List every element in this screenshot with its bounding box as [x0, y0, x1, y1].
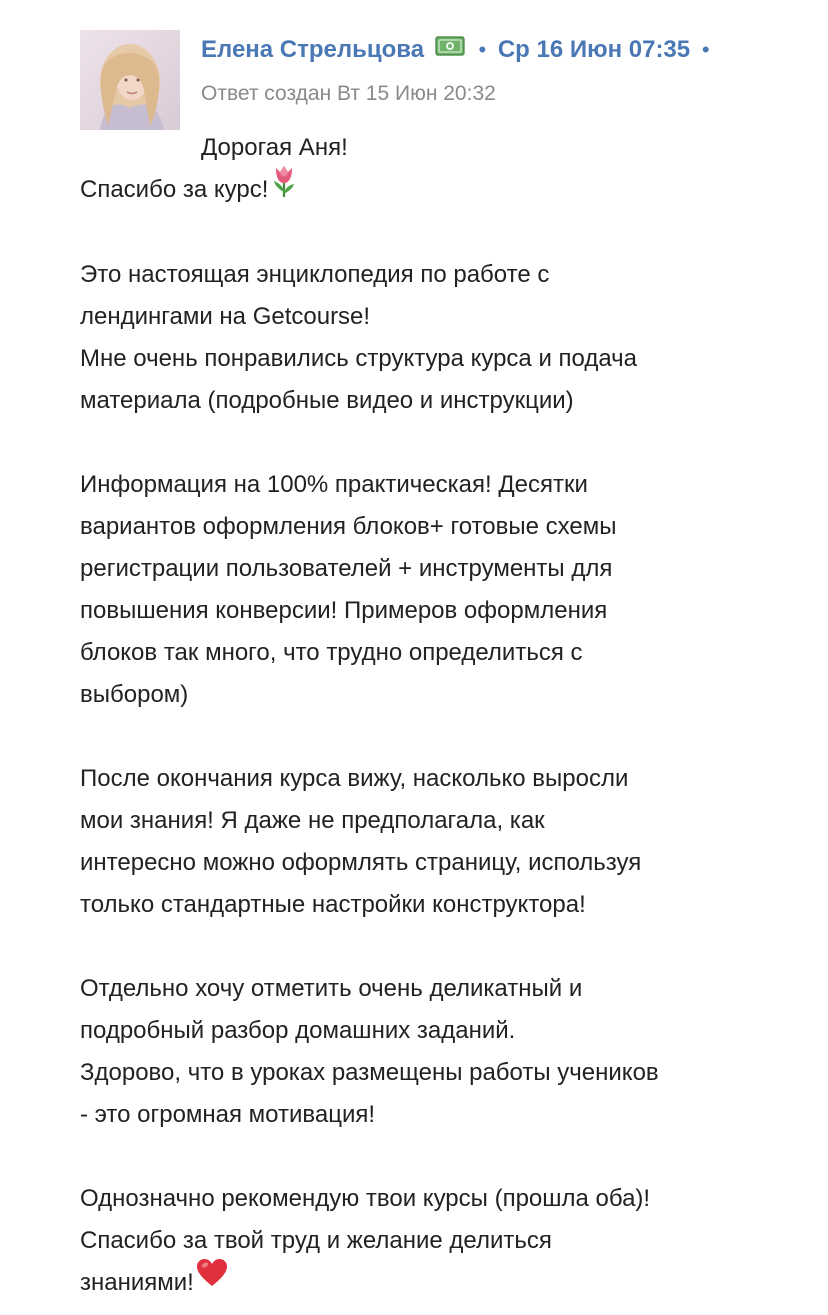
- comment-header: [201, 32, 781, 68]
- text-line: Спасибо за твой труд и желание делиться: [80, 1226, 552, 1254]
- created-label: Ответ создан Вт 15 Июн 20:32: [201, 82, 496, 105]
- text-line: лендингами на Getcourse!: [80, 302, 371, 330]
- text-line: Информация на 100% практическая! Десятки: [80, 470, 588, 498]
- text-line: После окончания курса вижу, насколько выросли: [80, 764, 629, 792]
- avatar-photo: [80, 30, 180, 130]
- text-line: Отдельно хочу отметить очень деликатный и: [80, 974, 583, 1002]
- author-name[interactable]: Елена Стрельцова: [201, 36, 425, 63]
- paragraph-2: [80, 254, 770, 422]
- text-line: интересно можно оформлять страницу, используя: [80, 848, 642, 876]
- text-line: блоков так много, что трудно определиться с: [80, 638, 583, 666]
- tulip-icon: [270, 164, 298, 212]
- text-line: мои знания! Я даже не предполагала, как: [80, 806, 545, 834]
- text-line: регистрации пользователей + инструменты для: [80, 554, 613, 582]
- paragraph-3: [80, 464, 770, 716]
- paragraph-1: [80, 169, 770, 212]
- text-line: вариантов оформления блоков+ готовые схемы: [80, 512, 617, 540]
- text-line: выбором): [80, 680, 189, 708]
- text-line: материала (подробные видео и инструкции): [80, 386, 574, 414]
- text-line: подробный разбор домашних заданий.: [80, 1016, 516, 1044]
- paragraph-6: [80, 1178, 770, 1304]
- paragraph-4: [80, 758, 770, 926]
- comment-timestamp[interactable]: Ср 16 Июн 07:35: [497, 36, 691, 63]
- text-line: - это огромная мотивация!: [80, 1100, 376, 1128]
- money-icon: [435, 31, 465, 67]
- avatar[interactable]: [80, 30, 180, 130]
- text-line: Однозначно рекомендую твои курсы (прошла оба)!: [80, 1184, 651, 1212]
- text-line: только стандартные настройки конструктора!: [80, 890, 586, 918]
- text-line: Это настоящая энциклопедия по работе с: [80, 260, 550, 288]
- greeting: Дорогая Аня!: [201, 134, 348, 161]
- separator-dot-trailing: •: [701, 37, 710, 62]
- text-line: Здорово, что в уроках размещены работы учеников: [80, 1058, 659, 1086]
- paragraph-5: [80, 968, 770, 1136]
- text-line: повышения конверсии! Примеров оформления: [80, 596, 608, 624]
- text-line: Мне очень понравились структура курса и подача: [80, 344, 638, 372]
- separator-dot: •: [478, 37, 487, 62]
- text-line: знаниями!: [80, 1262, 770, 1304]
- text-line: Спасибо за курс!: [80, 169, 770, 212]
- comment-body: [80, 169, 770, 1304]
- heart-icon: [196, 1258, 228, 1302]
